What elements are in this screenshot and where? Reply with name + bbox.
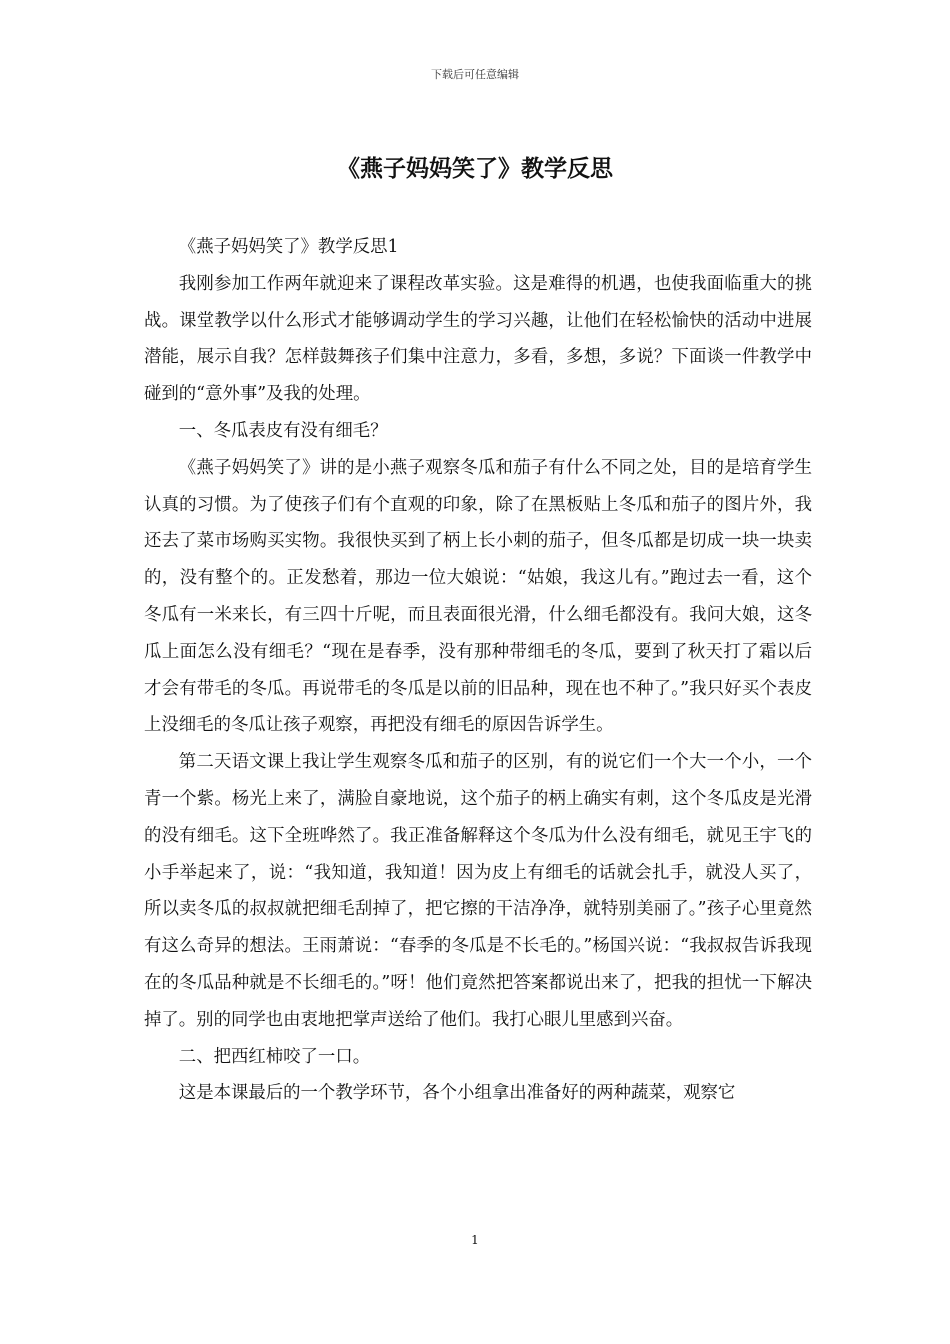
document-title: 《燕子妈妈笑了》教学反思 [337, 155, 613, 182]
section-heading-1: 一、冬瓜表皮有没有细毛？ [178, 420, 388, 441]
paragraph: 《燕子妈妈笑了》讲的是小燕子观察冬瓜和茄子有什么不同之处，目的是培育学生认真的习惯。为了使孩子们有个直观的印象，除了在黑板贴上冬瓜和茄子的图片外，我还去了菜市场购买实物。我很快买到了柄上长小刺的茄子，但冬瓜都是切成一块一块卖的，没有整个的。正发愁着，那边一位大娘说：“姑娘，我这儿有。”跑过去一看，这个冬瓜有一米来长，有三四十斤呢，而且表面很光滑，什么细毛都没有。我问大娘，这冬瓜上面怎么没有细毛？“现在是春季，没有那种带细毛的冬瓜，要到了秋天打了霜以后才会有带毛的冬瓜。再说带毛的冬瓜是以前的旧品种，现在也不种了。”我只好买个表皮上没细毛的冬瓜让孩子观察，再把没有细毛的原因告诉学生。 [144, 457, 812, 736]
paragraph: 第二天语文课上我让学生观察冬瓜和茄子的区别，有的说它们一个大一个小，一个青一个紫。杨光上来了，满脸自豪地说，这个茄子的柄上确实有刺，这个冬瓜皮是光滑的没有细毛。这下全班哗然了。我正准备解释这个冬瓜为什么没有细毛，就见王宇飞的小手举起来了，说：“我知道，我知道！因为皮上有细毛的话就会扎手，就没人买了，所以卖冬瓜的叔叔就把细毛刮掉了，把它擦的干洁净净，就特别美丽了。”孩子心里竟然有这么奇异的想法。王雨萧说：“春季的冬瓜是不长毛的。”杨国兴说：“我叔叔告诉我现在的冬瓜品种就是不长细毛的。”呀！他们竟然把答案都说出来了，把我的担忧一下解决掉了。别的同学也由衷地把掌声送给了他们。我打心眼儿里感到兴奋。 [144, 752, 812, 1030]
page-header-note: 下载后可任意编辑 [431, 68, 519, 81]
page-number: 1 [471, 1233, 479, 1247]
paragraph-subtitle: 《燕子妈妈笑了》教学反思1 [178, 237, 399, 257]
document-body [144, 229, 812, 1112]
section-heading-2: 二、把西红柿咬了一口。 [178, 1046, 371, 1067]
paragraph: 我刚参加工作两年就迎来了课程改革实验。这是难得的机遇，也使我面临重大的挑战。课堂教学以什么形式才能够调动学生的学习兴趣，让他们在轻松愉快的活动中进展潜能，展示自我？怎样鼓舞孩子们集中注意力，多看，多想，多说？下面谈一件教学中碰到的“意外事”及我的处理。 [144, 273, 812, 405]
paragraph: 这是本课最后的一个教学环节，各个小组拿出准备好的两种蔬菜，观察它 [178, 1083, 736, 1104]
